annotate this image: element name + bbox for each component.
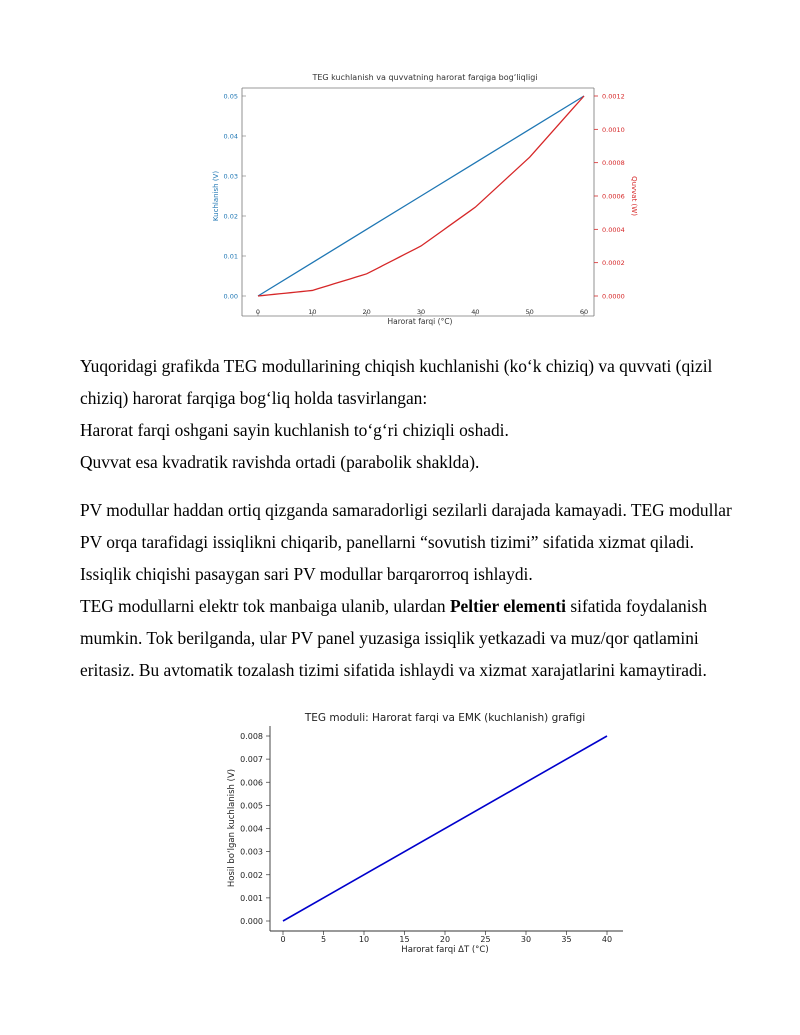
- paragraph-graph-description: [80, 350, 770, 478]
- chart2-series-emf-line: [283, 736, 607, 921]
- chart1-title: TEG kuchlanish va quvvatning harorat farqiga bog‘liqligi: [312, 73, 538, 82]
- chart2-x-tick-label: 10: [358, 935, 370, 944]
- chart1-series-voltage-line: [258, 96, 584, 296]
- chart1-y-tick-label: 0.04: [223, 132, 238, 141]
- text-line: PV orqa tarafidagi issiqlikni chiqarib, panellarni “sovutish tizimi” sifatida xizmat qiladi.: [80, 532, 695, 552]
- text-fragment: sifatida foydalanish: [570, 596, 708, 616]
- text-line: eritasiz. Bu avtomatik tozalash tizimi sifatida ishlaydi va xizmat xarajatlarini kamaytiradi.: [80, 660, 707, 680]
- chart1-y-tick-label: 0.03: [223, 172, 238, 181]
- chart-teg-emf: [0, 700, 800, 970]
- chart2-x-tick-label: 25: [480, 935, 491, 944]
- chart1-x-tick-label: 60: [579, 308, 589, 316]
- chart2-y-tick-label: 0.003: [240, 847, 263, 857]
- paragraph-peltier: [80, 590, 770, 686]
- chart2-title: TEG moduli: Harorat farqi va EMK (kuchlanish) grafigi: [304, 712, 586, 724]
- chart1-ylabel-right: Quvvat (W): [630, 176, 638, 216]
- chart2-y-tick-label: 0.000: [240, 917, 263, 926]
- chart2-x-tick-label: 15: [399, 935, 410, 944]
- chart2-ylabel: Hosil bo‘lgan kuchlanish (V): [227, 768, 237, 888]
- chart2-x-tick-label: 40: [601, 935, 613, 944]
- text-line: Quvvat esa kvadratik ravishda ortadi (parabolik shaklda).: [80, 452, 480, 472]
- chart1-ylabel: Kuchlanish (V): [212, 170, 220, 222]
- chart2-y-tick-label: 0.001: [240, 893, 263, 903]
- chart2-y-tick-label: 0.004: [240, 824, 263, 834]
- chart1-y-right-tick-label: 0.0000: [602, 292, 625, 301]
- chart2-y-tick-label: 0.006: [240, 778, 263, 788]
- text-line: Issiqlik chiqishi pasaygan sari PV modullar barqarorroq ishlaydi.: [80, 564, 533, 584]
- chart1-x-tick-label: 30: [416, 308, 426, 316]
- chart1-x-tick-label: 50: [525, 308, 534, 316]
- chart1-x-tick-label: 40: [471, 308, 480, 316]
- chart1-x-tick-label: 20: [362, 308, 371, 316]
- text-line: mumkin. Tok berilganda, ular PV panel yuzasiga issiqlik yetkazadi va muz/qor qatlamini: [80, 628, 699, 648]
- chart1-y-right-tick-label: 0.0012: [602, 92, 625, 101]
- chart1-x-tick-label: 0: [255, 308, 261, 316]
- chart1-xlabel: Harorat farqi (°C): [387, 317, 453, 326]
- chart2-y-tick-label: 0.005: [240, 801, 263, 811]
- chart2-x-tick-label: 5: [320, 935, 327, 944]
- chart2-y-tick-label: 0.008: [240, 732, 263, 741]
- chart1-y-right-tick-label: 0.0008: [602, 159, 625, 168]
- chart1-y-tick-label: 0.01: [223, 252, 238, 261]
- chart2-x-tick-label: 0: [280, 935, 286, 944]
- text-line: [80, 590, 770, 622]
- chart1-y-right-tick-label: 0.0004: [602, 225, 625, 234]
- chart1-y-right-tick-label: 0.0002: [602, 259, 625, 268]
- text-fragment: TEG modullarni elektr tok manbaiga ulanib, ulardan: [80, 596, 446, 616]
- chart2-xlabel: Harorat farqi ΔT (°C): [401, 945, 489, 955]
- chart2-y-tick-label: 0.007: [240, 755, 263, 765]
- paragraph-pv-cooling: [80, 494, 770, 590]
- text-line: Harorat farqi oshgani sayin kuchlanish to‘g‘ri chiziqli oshadi.: [80, 420, 509, 440]
- chart1-y-tick-label: 0.05: [223, 92, 238, 101]
- chart1-y-right-tick-label: 0.0010: [602, 125, 625, 134]
- text-line: Yuqoridagi grafikda TEG modullarining chiqish kuchlanishi (ko‘k chiziq) va quvvati (qizil: [80, 356, 713, 376]
- chart2-x-tick-label: 30: [520, 935, 532, 944]
- chart2-x-tick-label: 35: [561, 935, 572, 944]
- chart2-x-tick-label: 20: [439, 935, 451, 944]
- chart-teg-voltage-power: [0, 60, 800, 400]
- chart1-y-tick-label: 0.02: [223, 212, 238, 221]
- chart2-y-tick-label: 0.002: [240, 870, 263, 880]
- chart1-y-right-tick-label: 0.0006: [602, 192, 625, 201]
- chart1-y-tick-label: 0.00: [223, 292, 238, 301]
- text-line: chiziq) harorat farqiga bog‘liq holda tasvirlangan:: [80, 388, 428, 408]
- text-line: PV modullar haddan ortiq qizganda samaradorligi sezilarli darajada kamayadi. TEG modullar: [80, 500, 732, 520]
- chart1-x-tick-label: 10: [308, 308, 317, 316]
- bold-term-peltier: Peltier elementi: [449, 596, 566, 616]
